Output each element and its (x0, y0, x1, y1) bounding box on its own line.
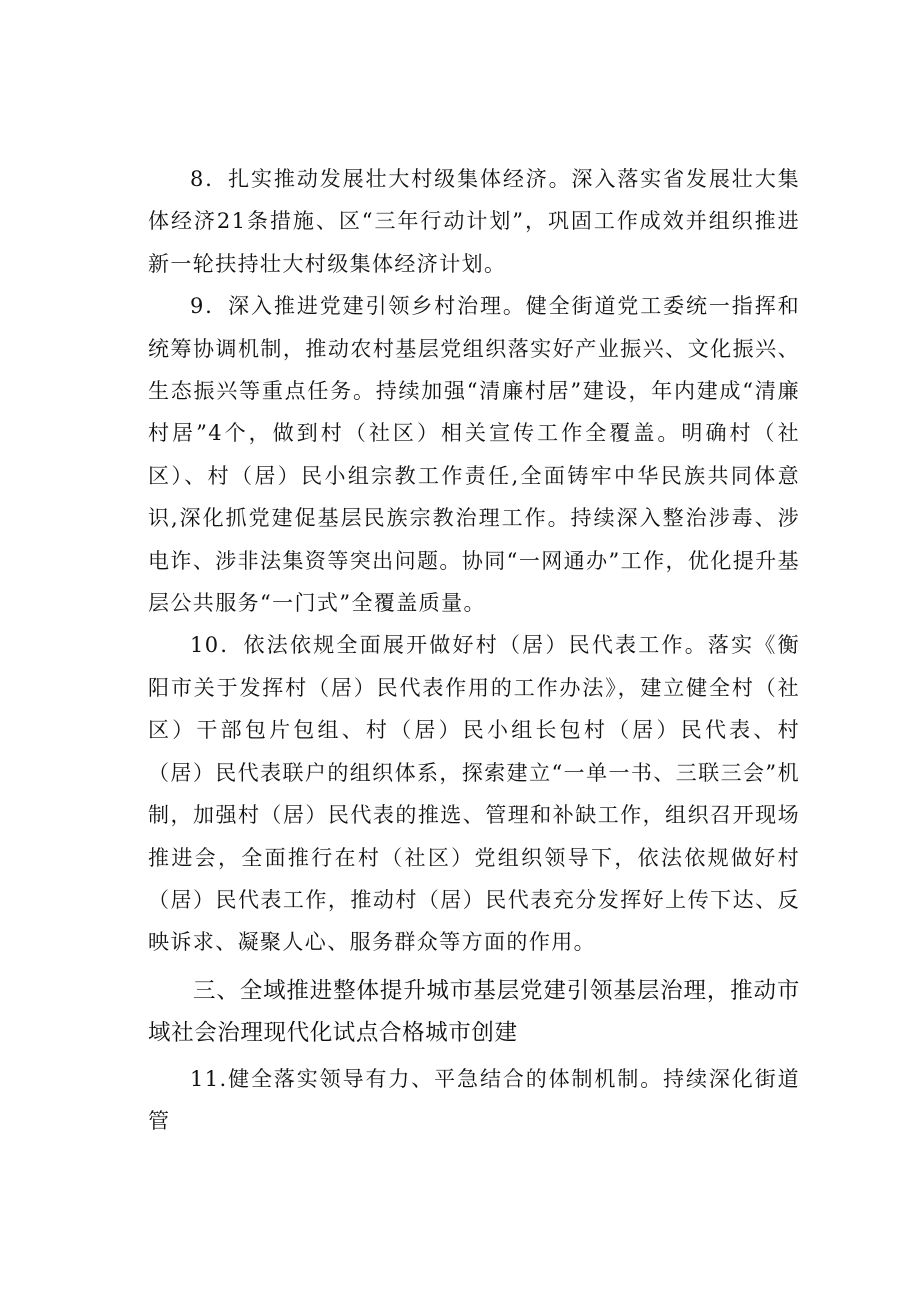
paragraph-item-11: 11.健全落实领导有力、平急结合的体制机制。持续深化街道管 (148, 1066, 800, 1134)
paragraph-item-10: 10．依法依规全面展开做好村（居）民代表工作。落实《衡阳市关于发挥村（居）民代表作用的工作办法》，建立健全村（社区）干部包片包组、村（居）民小组长包村（居）民代表、村（居）民代表联户的组织体系，探索建立“一单一书、三联三会”机制，加强村（居）民代表的推选、管理和补缺工作，组织召开现场推进会，全面推行在村（社区）党组织领导下，依法依规做好村（居）民代表工作，推动村（居）民代表充分发挥好上传下达、反映诉求、凝聚人心、服务群众等方面的作用。 (148, 633, 800, 955)
document-body (148, 158, 800, 1143)
paragraph-item-8: 8．扎实推动发展壮大村级集体经济。深入落实省发展壮大集体经济21条措施、区“三年行动计划”，巩固工作成效并组织推进新一轮扶持壮大村级集体经济计划。 (148, 167, 800, 276)
paragraph-item-9: 9．深入推进党建引领乡村治理。健全街道党工委统一指挥和统筹协调机制，推动农村基层党组织落实好产业振兴、文化振兴、生态振兴等重点任务。持续加强“清廉村居”建设，年内建成“清廉村居”4个，做到村（社区）相关宣传工作全覆盖。明确村（社区）、村（居）民小组宗教工作责任,全面铸牢中华民族共同体意识,深化抓党建促基层民族宗教治理工作。持续深入整治涉毒、涉电诈、涉非法集资等突出问题。协同“一网通办”工作，优化提升基层公共服务“一门式”全覆盖质量。 (148, 294, 800, 616)
section-heading: 三、全域推进整体提升城市基层党建引领基层治理，推动市域社会治理现代化试点合格城市创建 (148, 977, 800, 1046)
